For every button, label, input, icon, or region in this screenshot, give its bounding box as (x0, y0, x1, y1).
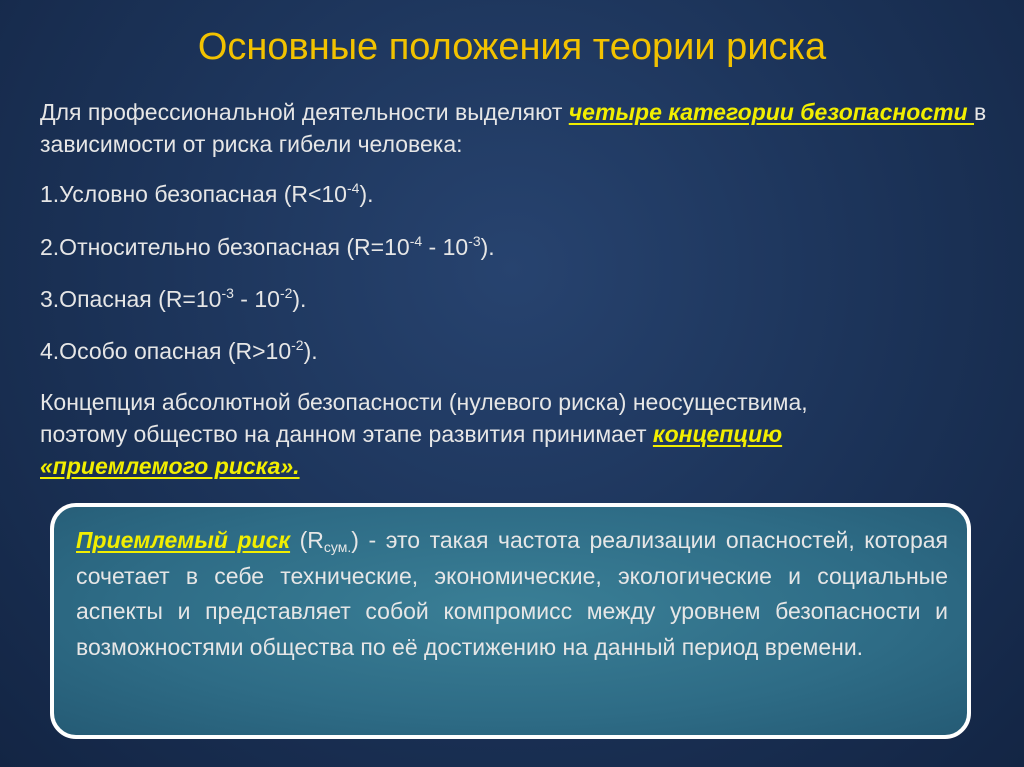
definition-text (76, 523, 948, 665)
category-2-close: ). (480, 234, 495, 260)
intro-paragraph (40, 96, 990, 160)
definition-symbol-open: (R (290, 527, 324, 553)
category-2-label: 2.Относительно безопасная (R=10 (40, 234, 410, 260)
category-1-close: ). (359, 181, 374, 207)
definition-symbol-close: ) (351, 527, 359, 553)
category-item-3 (40, 283, 990, 315)
definition-body: - это такая частота реализации опасностей, которая сочетает в себе технические, экономические, экологические и социальные аспекты и представляет собой компромисс между уровнем безопасности и возможностями общества по её достижению на данный период времени. (76, 527, 948, 660)
intro-text-before: Для профессиональной деятельности выделяют (40, 99, 569, 125)
category-3-label: 3.Опасная (R=10 (40, 286, 222, 312)
category-4-label: 4.Особо опасная (R>10 (40, 338, 292, 364)
concept-text: Концепция абсолютной безопасности (нулевого риска) неосуществима, поэтому общество на данном этапе развития принимает (40, 389, 808, 447)
category-item-4 (40, 335, 990, 367)
concept-paragraph (40, 386, 900, 482)
category-3-exponent-high: -2 (279, 285, 293, 301)
definition-term: Приемлемый риск (76, 527, 291, 553)
category-3-close: ). (292, 286, 307, 312)
category-4-exponent: -2 (291, 337, 304, 353)
intro-text-after: в зависимости от риска гибели человека: (40, 99, 987, 157)
intro-highlight: четыре категории безопасности (568, 99, 975, 125)
category-3-exponent-low: -3 (221, 285, 234, 301)
category-2-mid: - 10 (422, 234, 469, 260)
category-item-1 (40, 178, 990, 210)
concept-highlight: концепцию «приемлемого риска». (40, 421, 783, 479)
page-title: Основные положения теории риска (197, 26, 827, 68)
category-3-mid: - 10 (233, 286, 280, 312)
category-1-label: 1.Условно безопасная (R<10 (40, 181, 347, 207)
category-4-close: ). (303, 338, 318, 364)
category-1-exponent: -4 (346, 180, 360, 196)
definition-symbol-subscript: сум. (323, 539, 352, 555)
category-2-exponent-low: -4 (409, 233, 423, 249)
category-2-exponent-high: -3 (468, 233, 481, 249)
definition-box (50, 503, 971, 739)
category-item-2 (40, 231, 990, 263)
